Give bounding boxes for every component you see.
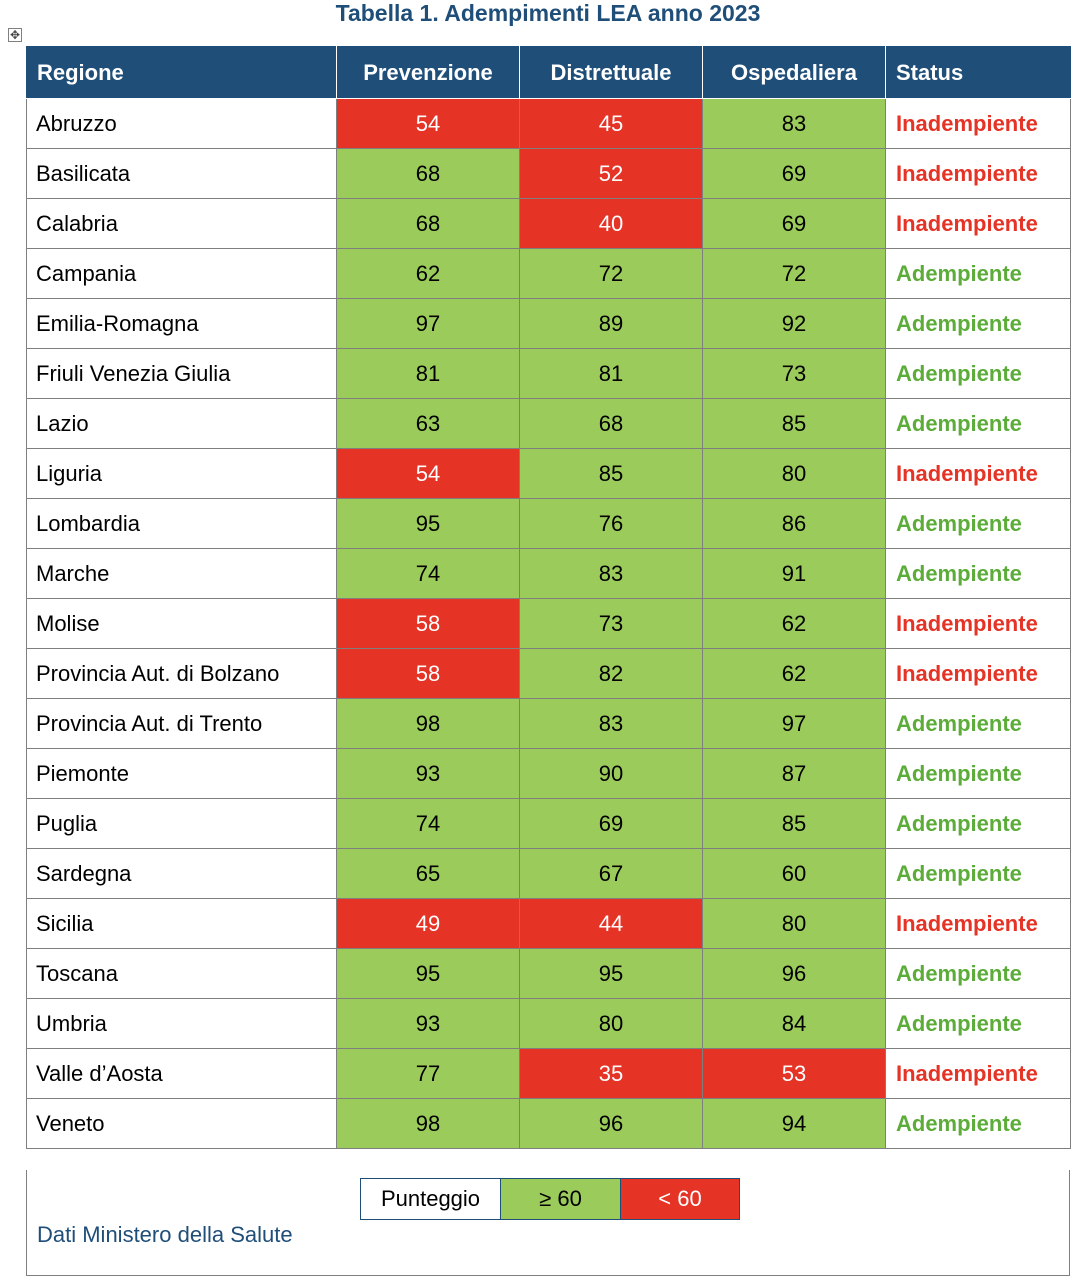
cell-prevenzione: 62 xyxy=(337,249,520,299)
cell-ospedaliera: 83 xyxy=(703,99,886,149)
cell-prevenzione: 54 xyxy=(337,449,520,499)
header-ospedaliera: Ospedaliera xyxy=(703,47,886,99)
cell-regione: Provincia Aut. di Trento xyxy=(27,699,337,749)
cell-prevenzione: 81 xyxy=(337,349,520,399)
cell-regione: Molise xyxy=(27,599,337,649)
table-row xyxy=(27,649,1071,699)
table-row xyxy=(27,99,1071,149)
cell-status: Adempiente xyxy=(886,499,1071,549)
header-regione: Regione xyxy=(27,47,337,99)
cell-prevenzione: 68 xyxy=(337,149,520,199)
cell-prevenzione: 49 xyxy=(337,899,520,949)
cell-prevenzione: 58 xyxy=(337,649,520,699)
table-move-handle-icon[interactable]: ✥ xyxy=(9,28,21,42)
cell-status: Adempiente xyxy=(886,249,1071,299)
cell-distrettuale: 80 xyxy=(520,999,703,1049)
cell-ospedaliera: 97 xyxy=(703,699,886,749)
cell-distrettuale: 95 xyxy=(520,949,703,999)
cell-ospedaliera: 53 xyxy=(703,1049,886,1099)
cell-regione: Calabria xyxy=(27,199,337,249)
data-source: Dati Ministero della Salute xyxy=(37,1222,293,1247)
cell-status: Inadempiente xyxy=(886,199,1071,249)
lea-table xyxy=(26,46,1071,1149)
cell-distrettuale: 83 xyxy=(520,699,703,749)
table-row xyxy=(27,249,1071,299)
legend-pass: ≥ 60 xyxy=(501,1179,621,1219)
cell-prevenzione: 98 xyxy=(337,1099,520,1149)
cell-prevenzione: 93 xyxy=(337,749,520,799)
cell-ospedaliera: 96 xyxy=(703,949,886,999)
cell-prevenzione: 74 xyxy=(337,549,520,599)
cell-regione: Campania xyxy=(27,249,337,299)
cell-distrettuale: 69 xyxy=(520,799,703,849)
cell-status: Adempiente xyxy=(886,1099,1071,1149)
cell-regione: Veneto xyxy=(27,1099,337,1149)
cell-distrettuale: 73 xyxy=(520,599,703,649)
cell-prevenzione: 98 xyxy=(337,699,520,749)
cell-ospedaliera: 85 xyxy=(703,799,886,849)
table-title: Tabella 1. Adempimenti LEA anno 2023 xyxy=(335,0,761,26)
table-row xyxy=(27,849,1071,899)
cell-ospedaliera: 72 xyxy=(703,249,886,299)
cell-regione: Piemonte xyxy=(27,749,337,799)
cell-prevenzione: 93 xyxy=(337,999,520,1049)
legend-label: Punteggio xyxy=(361,1179,501,1219)
cell-ospedaliera: 92 xyxy=(703,299,886,349)
cell-ospedaliera: 94 xyxy=(703,1099,886,1149)
cell-status: Inadempiente xyxy=(886,149,1071,199)
table-row xyxy=(27,699,1071,749)
cell-ospedaliera: 80 xyxy=(703,449,886,499)
cell-status: Adempiente xyxy=(886,349,1071,399)
cell-regione: Puglia xyxy=(27,799,337,849)
cell-ospedaliera: 69 xyxy=(703,149,886,199)
cell-regione: Valle d’Aosta xyxy=(27,1049,337,1099)
cell-status: Adempiente xyxy=(886,699,1071,749)
cell-status: Inadempiente xyxy=(886,449,1071,499)
cell-distrettuale: 81 xyxy=(520,349,703,399)
cell-status: Inadempiente xyxy=(886,1049,1071,1099)
cell-regione: Marche xyxy=(27,549,337,599)
cell-distrettuale: 35 xyxy=(520,1049,703,1099)
cell-regione: Lombardia xyxy=(27,499,337,549)
table-row xyxy=(27,599,1071,649)
cell-status: Adempiente xyxy=(886,849,1071,899)
table-row xyxy=(27,899,1071,949)
cell-distrettuale: 44 xyxy=(520,899,703,949)
cell-regione: Liguria xyxy=(27,449,337,499)
cell-distrettuale: 83 xyxy=(520,549,703,599)
cell-ospedaliera: 62 xyxy=(703,599,886,649)
table-row xyxy=(27,149,1071,199)
cell-prevenzione: 65 xyxy=(337,849,520,899)
cell-ospedaliera: 69 xyxy=(703,199,886,249)
cell-ospedaliera: 62 xyxy=(703,649,886,699)
cell-regione: Friuli Venezia Giulia xyxy=(27,349,337,399)
table-row xyxy=(27,299,1071,349)
table-row xyxy=(27,1099,1071,1149)
table-row xyxy=(27,199,1071,249)
cell-prevenzione: 95 xyxy=(337,949,520,999)
cell-regione: Sicilia xyxy=(27,899,337,949)
table-row xyxy=(27,799,1071,849)
cell-status: Inadempiente xyxy=(886,649,1071,699)
cell-prevenzione: 74 xyxy=(337,799,520,849)
cell-distrettuale: 85 xyxy=(520,449,703,499)
cell-status: Adempiente xyxy=(886,749,1071,799)
cell-regione: Abruzzo xyxy=(27,99,337,149)
cell-prevenzione: 58 xyxy=(337,599,520,649)
cell-prevenzione: 54 xyxy=(337,99,520,149)
cell-regione: Basilicata xyxy=(27,149,337,199)
cell-status: Adempiente xyxy=(886,399,1071,449)
cell-status: Adempiente xyxy=(886,299,1071,349)
cell-distrettuale: 96 xyxy=(520,1099,703,1149)
cell-ospedaliera: 80 xyxy=(703,899,886,949)
table-row xyxy=(27,949,1071,999)
cell-ospedaliera: 60 xyxy=(703,849,886,899)
table-row xyxy=(27,549,1071,599)
header-status: Status xyxy=(886,47,1071,99)
cell-ospedaliera: 87 xyxy=(703,749,886,799)
score-legend xyxy=(360,1178,740,1220)
cell-distrettuale: 45 xyxy=(520,99,703,149)
cell-status: Adempiente xyxy=(886,549,1071,599)
cell-regione: Sardegna xyxy=(27,849,337,899)
cell-ospedaliera: 86 xyxy=(703,499,886,549)
cell-regione: Toscana xyxy=(27,949,337,999)
cell-status: Inadempiente xyxy=(886,899,1071,949)
header-prevenzione: Prevenzione xyxy=(337,47,520,99)
cell-regione: Lazio xyxy=(27,399,337,449)
table-row xyxy=(27,999,1071,1049)
cell-distrettuale: 40 xyxy=(520,199,703,249)
table-header-row xyxy=(27,47,1071,99)
cell-status: Adempiente xyxy=(886,799,1071,849)
cell-distrettuale: 90 xyxy=(520,749,703,799)
table-footer xyxy=(26,1170,1070,1276)
cell-status: Adempiente xyxy=(886,949,1071,999)
cell-distrettuale: 82 xyxy=(520,649,703,699)
cell-prevenzione: 97 xyxy=(337,299,520,349)
cell-status: Inadempiente xyxy=(886,599,1071,649)
cell-prevenzione: 68 xyxy=(337,199,520,249)
cell-regione: Umbria xyxy=(27,999,337,1049)
table-row xyxy=(27,1049,1071,1099)
cell-ospedaliera: 84 xyxy=(703,999,886,1049)
cell-distrettuale: 76 xyxy=(520,499,703,549)
header-distrettuale: Distrettuale xyxy=(520,47,703,99)
cell-distrettuale: 68 xyxy=(520,399,703,449)
cell-ospedaliera: 91 xyxy=(703,549,886,599)
table-row xyxy=(27,499,1071,549)
table-row xyxy=(27,399,1071,449)
cell-regione: Emilia-Romagna xyxy=(27,299,337,349)
cell-ospedaliera: 73 xyxy=(703,349,886,399)
cell-distrettuale: 67 xyxy=(520,849,703,899)
table-row xyxy=(27,349,1071,399)
table-row xyxy=(27,749,1071,799)
cell-regione: Provincia Aut. di Bolzano xyxy=(27,649,337,699)
cell-prevenzione: 95 xyxy=(337,499,520,549)
cell-distrettuale: 72 xyxy=(520,249,703,299)
legend-fail: < 60 xyxy=(621,1179,739,1219)
cell-status: Adempiente xyxy=(886,999,1071,1049)
table-row xyxy=(27,449,1071,499)
cell-distrettuale: 89 xyxy=(520,299,703,349)
cell-ospedaliera: 85 xyxy=(703,399,886,449)
cell-distrettuale: 52 xyxy=(520,149,703,199)
cell-prevenzione: 77 xyxy=(337,1049,520,1099)
cell-status: Inadempiente xyxy=(886,99,1071,149)
cell-prevenzione: 63 xyxy=(337,399,520,449)
